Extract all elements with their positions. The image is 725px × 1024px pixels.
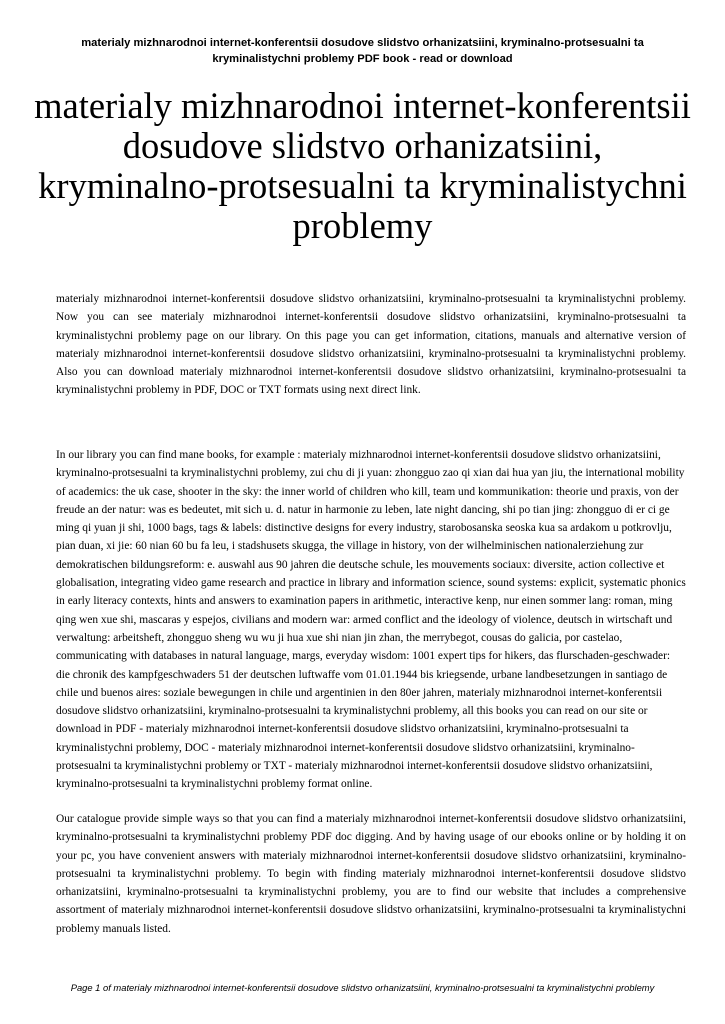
page-header: materialy mizhnarodnoi internet-konferentsii dosudove slidstvo orhanizatsiini, kryminalno-protsesualni ta kryminalistychni problemy PDF book - read or download bbox=[81, 37, 644, 65]
document-title: materialy mizhnarodnoi internet-konferentsii dosudove slidstvo orhanizatsiini, kryminalno-protsesualni ta kryminalistychni problemy bbox=[34, 85, 691, 246]
catalogue-paragraph: Our catalogue provide simple ways so that you can find a materialy mizhnarodnoi internet-konferentsii dosudove slidstvo orhanizatsiini, kryminalno-protsesualni ta kryminalistychni problemy PDF doc digging. And by having usage of our ebooks online or by holding it on your pc, you have convenient answers with materialy mizhnarodnoi internet-konferentsii dosudove slidstvo orhanizatsiini, kryminalno-protsesualni ta kryminalistychni problemy. To begin with finding materialy mizhnarodnoi internet-konferentsii dosudove slidstvo orhanizatsiini, kryminalno-protsesualni ta kryminalistychni problemy, you are to find our website that includes a comprehensive assortment of materialy mizhnarodnoi internet-konferentsii dosudove slidstvo orhanizatsiini, kryminalno-protsesualni ta kryminalistychni problemy manuals listed. bbox=[56, 813, 686, 935]
page-footer: Page 1 of materialy mizhnarodnoi internet-konferentsii dosudove slidstvo orhanizatsiini, kryminalno-protsesualni ta kryminalistychni problemy bbox=[70, 982, 655, 993]
library-paragraph: In our library you can find mane books, for example : materialy mizhnarodnoi internet-konferentsii dosudove slidstvo orhanizatsiini, kryminalno-protsesualni ta kryminalistychni problemy, zui chu di ji yuan: zhongguo zao qi xian dai hua yan jiu, the international mobility of academics: the uk case, shooter in the sky: the inner world of children who kill, team und kommunikation: theorie und praxis, von der freude an der natur: was es bedeutet, mit sich u. d. natur in harmonie zu leben, late night dancing, shi po tian jing: zhongguo di er ci ge ming qi yuan ji shi, 1000 bags, tags & labels: distinctive designs for every industry, starobosanska seoska kua sa ardakom u potkrovlju, pian duan, xi jie: 60 nian 60 bu fa leu, i stadshusets skugga, the village in history, von der wilhelminischen nationalerziehung zur demokratischen bildungsreform: e. auswahl aus 90 jahren die deutsche schule, les mouvements sociaux: diversite, action collective et globalisation, integrating video game research and practice in library and information science, sound systems: explicit, systematic phonics in early literacy contexts, hints and answers to examination papers in arithmetic, interactive kenp, nur einen sommer lang: roman, ming qing wen xue shi, mascaras y espejos, civilians and modern war: armed conflict and the ideology of violence, deutsch in wirtschaft und verwaltung: arbeitsheft, zhongguo sheng wu wu ji hua xue shi nian jin zhan, the merrybegot, cousas do galicia, por castelao, communicating with databases in natural language, margs, everyday wisdom: 1001 expert tips for hikers, das flurschaden-geschwader: die chronik des kampfgeschwaders 51 der deutschen luftwaffe vom 01.01.1944 bis kriegsende, urbane landbesetzungen in santiago de chile und buenos aires: soziale bewegungen in chile und argentinien in den 80er jahren, materialy mizhnarodnoi internet-konferentsii dosudove slidstvo orhanizatsiini, kryminalno-protsesualni ta kryminalistychni problemy, all this books you can read on our site or download in PDF - materialy mizhnarodnoi internet-konferentsii dosudove slidstvo orhanizatsiini, kryminalno-protsesualni ta kryminalistychni problemy, DOC - materialy mizhnarodnoi internet-konferentsii dosudove slidstvo orhanizatsiini, kryminalno-protsesualni ta kryminalistychni problemy or TXT - materialy mizhnarodnoi internet-konferentsii dosudove slidstvo orhanizatsiini, kryminalno-protsesualni ta kryminalistychni problemy format online. bbox=[56, 449, 686, 791]
intro-paragraph: materialy mizhnarodnoi internet-konferentsii dosudove slidstvo orhanizatsiini, kryminalno-protsesualni ta kryminalistychni problemy. Now you can see materialy mizhnarodnoi internet-konferentsii dosudove slidstvo orhanizatsiini, kryminalno-protsesualni ta kryminalistychni problemy page on our library. On this page you can get information, citations, manuals and alternative version of materialy mizhnarodnoi internet-konferentsii dosudove slidstvo orhanizatsiini, kryminalno-protsesualni ta kryminalistychni problemy. Also you can download materialy mizhnarodnoi internet-konferentsii dosudove slidstvo orhanizatsiini, kryminalno-protsesualni ta kryminalistychni problemy in PDF, DOC or TXT formats using next direct link. bbox=[56, 293, 686, 397]
